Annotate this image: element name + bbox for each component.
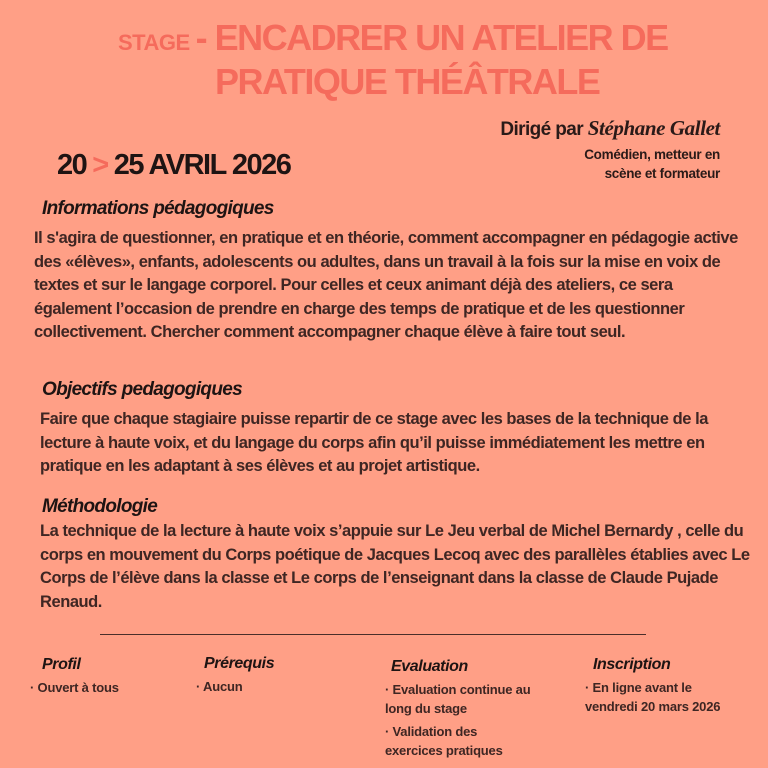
date-start: 20 [57,149,87,181]
director-name: Stéphane Gallet [587,116,720,140]
column-item: · Ouvert à tous [30,680,119,695]
stage-label: STAGE [118,30,190,55]
column-item: · Aucun [196,679,243,694]
director-prefix: Dirigé par [500,119,584,140]
info-column-inscription [585,656,755,716]
column-title: Inscription [593,656,671,673]
title-text-1: - ENCADRER UN ATELIER DE [195,17,668,58]
section-title-informations: Informations pédagogiques [42,198,274,219]
director-credit [500,116,720,141]
column-item: · Validation des exercices pratiques [385,724,503,758]
section-title-methodologie: Méthodologie [42,496,158,517]
column-item: · En ligne avant le vendredi 20 mars 2026 [585,680,721,714]
arrow-icon: > [92,149,108,181]
page-title-line1 [118,18,668,63]
section-text-methodologie: La technique de la lecture à haute voix s’appuie sur Le Jeu verbal de Michel Bernardy , celle du corps en mouvement du Corps poétique de Jacques Lecoq avec des parallèles établies avec Le Corps de l’élève dans la classe et Le corps de l’enseignant dans la classe de Claude Pujade Renaud. [40,522,750,611]
section-title-objectifs: Objectifs pedagogiques [42,379,242,400]
divider [100,634,646,635]
info-column-evaluation [385,658,535,760]
date-end: 25 AVRIL 2026 [113,149,291,181]
section-text-informations: Il s'agira de questionner, en pratique et en théorie, comment accompagner en pédagogie active des «élèves», enfants, adolescents ou adultes, dans un travail à la fois sur la mise en voix de textes et sur le langage corporel. Pour celles et ceux animant déjà des ateliers, ce sera également l’occasion de prendre en charge des temps de pratique et de les questionner collectivement. Chercher comment accompagner chaque élève à faire tout seul. [34,229,738,341]
column-title: Profil [42,656,81,673]
director-role-line2: scène et formateur [604,166,720,181]
date-range [57,149,290,182]
info-column-profil [30,656,180,697]
column-item: · Evaluation continue au long du stage [385,682,531,716]
page-title-line2: PRATIQUE THÉÂTRALE [215,61,600,102]
section-text-objectifs: Faire que chaque stagiaire puisse repartir de ce stage avec les bases de la technique de la lecture à haute voix, et du langage du corps afin qu’il puisse immédiatement les mettre en pratique en les adaptant à ses élèves et au projet artistique. [40,410,708,475]
director-role [584,145,720,183]
column-title: Prérequis [204,655,275,672]
column-title: Evaluation [391,658,468,675]
info-column-prerequis [196,655,346,696]
director-role-line1: Comédien, metteur en [584,147,720,162]
